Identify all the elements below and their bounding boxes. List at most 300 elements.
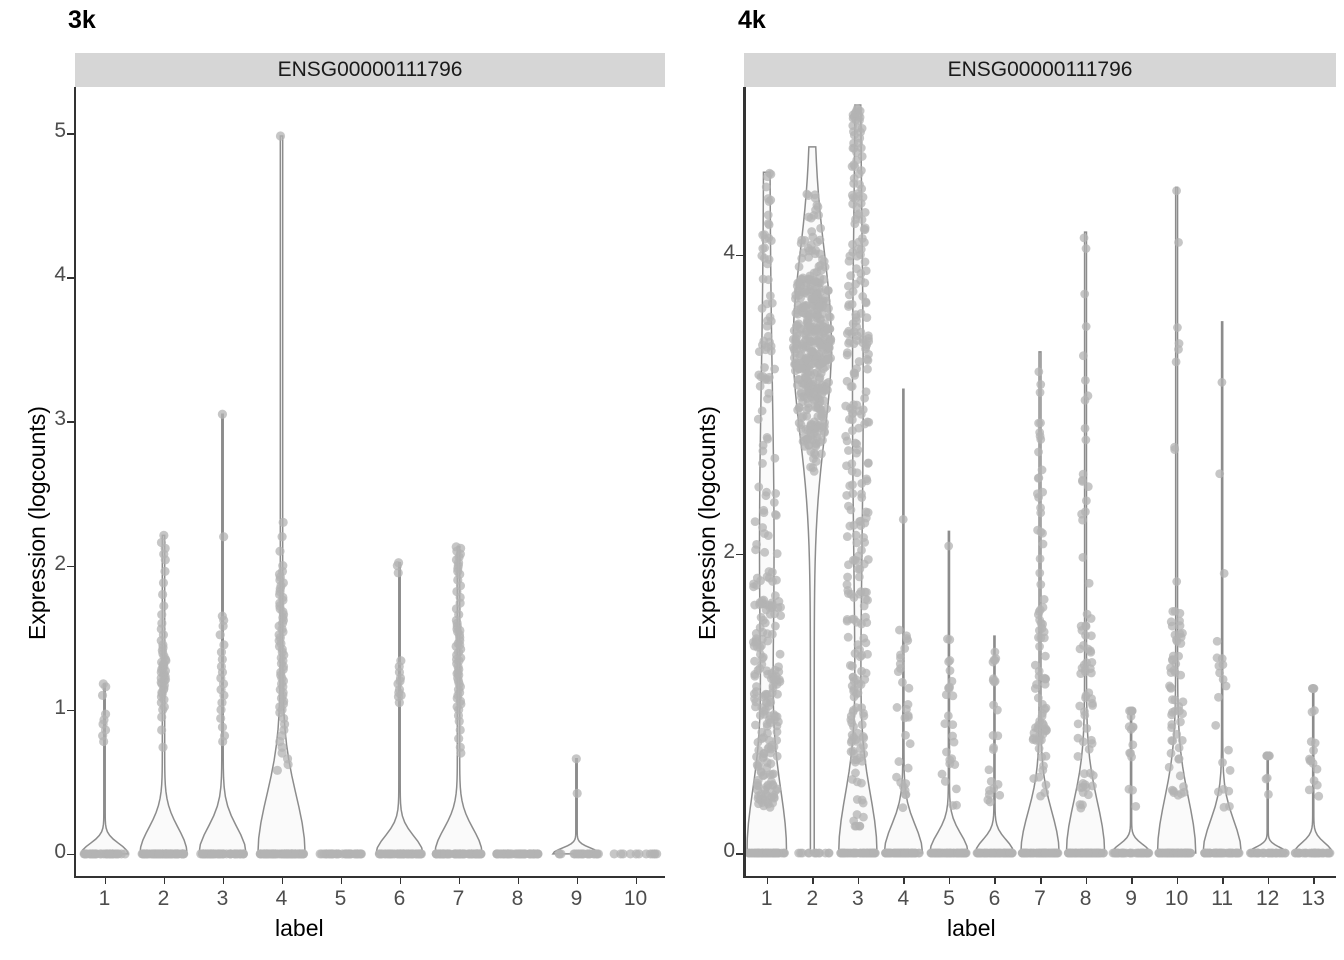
data-point — [948, 720, 957, 729]
data-point — [796, 324, 805, 333]
data-point — [856, 652, 865, 661]
data-point — [948, 732, 957, 741]
data-point — [1039, 540, 1048, 549]
data-point — [845, 522, 854, 531]
data-point — [815, 302, 824, 311]
x-tick-label: 6 — [393, 887, 406, 910]
data-point — [849, 706, 858, 715]
data-point — [1079, 737, 1088, 746]
data-point — [219, 532, 228, 541]
data-point — [799, 344, 808, 353]
facet-strip-label-3k: ENSG00000111796 — [277, 58, 463, 81]
data-point — [771, 849, 780, 858]
data-point — [455, 640, 464, 649]
data-point — [817, 412, 826, 421]
data-point — [1080, 849, 1089, 858]
x-tick-label: 13 — [1301, 887, 1325, 910]
y-tick-label: 0 — [54, 839, 66, 863]
violin-shape — [1249, 756, 1287, 853]
data-point — [855, 357, 864, 366]
data-point — [862, 638, 871, 647]
data-point — [825, 849, 834, 858]
data-point — [758, 459, 767, 468]
data-point — [1087, 614, 1096, 623]
data-point — [752, 687, 761, 696]
data-point — [1225, 802, 1234, 811]
data-point — [572, 754, 581, 763]
data-point — [756, 382, 765, 391]
data-point — [848, 426, 857, 435]
data-point — [751, 517, 760, 526]
x-tick-mark — [949, 877, 951, 884]
y-tick-label: 3 — [54, 407, 66, 431]
data-point — [770, 365, 779, 374]
x-tick-label: 1 — [760, 887, 773, 910]
data-point — [1080, 234, 1089, 243]
data-point — [1036, 388, 1045, 397]
data-point — [770, 498, 779, 507]
data-point — [861, 595, 870, 604]
data-point — [456, 743, 465, 752]
data-point — [902, 705, 911, 714]
data-point — [760, 548, 769, 557]
data-point — [806, 422, 815, 431]
data-point — [820, 396, 829, 405]
data-point — [1263, 774, 1272, 783]
facet-strip-label-4k: ENSG00000111796 — [947, 58, 1133, 81]
y-tick-mark — [67, 566, 74, 568]
data-point — [812, 336, 821, 345]
data-point — [857, 410, 866, 419]
data-point — [944, 657, 953, 666]
data-point — [82, 849, 91, 858]
data-point — [850, 849, 859, 858]
data-point — [975, 849, 984, 858]
data-point — [759, 337, 768, 346]
data-point — [864, 331, 873, 340]
x-tick-mark — [1131, 877, 1133, 884]
data-point — [989, 676, 998, 685]
data-point — [764, 389, 773, 398]
data-point — [773, 690, 782, 699]
data-point — [1042, 780, 1051, 789]
data-point — [1041, 849, 1050, 858]
data-point — [844, 327, 853, 336]
data-point — [944, 542, 953, 551]
data-point — [1079, 351, 1088, 360]
data-point — [857, 620, 866, 629]
data-point — [843, 436, 852, 445]
data-point — [1080, 290, 1089, 299]
violin-plot-3k — [75, 87, 665, 877]
data-point — [797, 239, 806, 248]
data-point — [1036, 554, 1045, 563]
y-tick-mark — [736, 853, 743, 855]
x-tick-mark — [341, 877, 343, 884]
data-point — [864, 459, 873, 468]
data-point — [825, 343, 834, 352]
x-tick-mark — [1177, 877, 1179, 884]
data-point — [846, 271, 855, 280]
data-point — [767, 236, 776, 245]
data-point — [929, 849, 938, 858]
y-axis-line-3k — [74, 87, 76, 877]
data-point — [995, 791, 1004, 800]
y-tick-label: 1 — [54, 695, 66, 719]
data-point — [862, 387, 871, 396]
data-point — [216, 630, 225, 639]
data-point — [1219, 785, 1228, 794]
data-point — [806, 310, 815, 319]
data-point — [815, 373, 824, 382]
data-point — [848, 662, 857, 671]
data-point — [949, 801, 958, 810]
data-point — [843, 573, 852, 582]
data-point — [1309, 746, 1318, 755]
data-point — [1037, 619, 1046, 628]
data-point — [816, 224, 825, 233]
data-point — [859, 750, 868, 759]
data-point — [943, 635, 952, 644]
data-point — [1078, 553, 1087, 562]
data-point — [1036, 508, 1045, 517]
y-tick-label: 5 — [54, 119, 66, 143]
x-tick-label: 11 — [1211, 887, 1234, 910]
data-point — [445, 849, 454, 858]
data-point — [1118, 849, 1127, 858]
data-point — [772, 576, 781, 585]
data-point — [771, 489, 780, 498]
data-point — [1218, 654, 1227, 663]
data-point — [760, 529, 769, 538]
data-point — [901, 786, 910, 795]
x-tick-label: 12 — [1256, 887, 1280, 910]
data-point — [765, 373, 774, 382]
data-point — [856, 328, 865, 337]
data-point — [1082, 322, 1091, 331]
data-point — [901, 731, 910, 740]
data-point — [1170, 666, 1179, 675]
data-point — [1224, 746, 1233, 755]
data-point — [1042, 727, 1051, 736]
data-point — [754, 415, 763, 424]
data-point — [1128, 740, 1137, 749]
x-tick-label: 5 — [943, 887, 955, 910]
data-point — [1039, 603, 1048, 612]
y-tick-label: 2 — [723, 539, 735, 563]
data-point — [750, 694, 759, 703]
data-point — [852, 316, 861, 325]
data-point — [1084, 391, 1093, 400]
data-point — [216, 714, 225, 723]
data-point — [159, 578, 168, 587]
data-point — [1034, 473, 1043, 482]
data-point — [862, 266, 871, 275]
data-point — [1311, 739, 1320, 748]
panel-title-4k: 4k — [738, 6, 766, 34]
data-point — [838, 849, 847, 858]
x-tick-mark — [223, 877, 225, 884]
data-point — [843, 532, 852, 541]
data-point — [1186, 849, 1195, 858]
data-point — [1039, 761, 1048, 770]
data-point — [1109, 849, 1118, 858]
data-point — [857, 703, 866, 712]
y-axis-label-4k: Expression (logcounts) — [694, 406, 720, 640]
data-point — [761, 796, 770, 805]
data-point — [850, 219, 859, 228]
data-point — [899, 515, 908, 524]
data-point — [1174, 755, 1183, 764]
data-point — [764, 275, 773, 284]
data-point — [765, 743, 774, 752]
data-point — [770, 454, 779, 463]
data-point — [1226, 766, 1235, 775]
data-point — [260, 849, 269, 858]
data-point — [861, 223, 870, 232]
x-tick-mark — [1040, 877, 1042, 884]
data-point — [989, 701, 998, 710]
data-point — [906, 739, 915, 748]
violin-shape — [1157, 187, 1195, 853]
data-point — [795, 375, 804, 384]
data-point — [863, 365, 872, 374]
data-point — [952, 785, 961, 794]
data-point — [1035, 428, 1044, 437]
data-point — [317, 849, 326, 858]
data-point — [848, 480, 857, 489]
data-point — [857, 779, 866, 788]
data-point — [808, 347, 817, 356]
data-point — [1035, 642, 1044, 651]
data-point — [105, 849, 114, 858]
x-tick-label: 4 — [897, 887, 910, 910]
data-point — [1214, 693, 1223, 702]
x-tick-mark — [518, 877, 520, 884]
data-point — [763, 435, 772, 444]
y-tick-label: 4 — [54, 263, 66, 287]
data-point — [1305, 785, 1314, 794]
data-point — [898, 803, 907, 812]
data-point — [800, 288, 809, 297]
data-point — [795, 262, 804, 271]
data-point — [1167, 710, 1176, 719]
data-point — [754, 483, 763, 492]
x-tick-label: 10 — [623, 887, 648, 910]
data-point — [157, 610, 166, 619]
x-tick-label: 9 — [1125, 887, 1137, 910]
x-tick-mark — [903, 877, 905, 884]
data-point — [120, 849, 129, 858]
data-point — [900, 713, 909, 722]
data-point — [794, 310, 803, 319]
data-point — [776, 650, 785, 659]
data-point — [1081, 376, 1090, 385]
data-point — [342, 849, 351, 858]
data-point — [849, 339, 858, 348]
data-point — [852, 401, 861, 410]
data-point — [1078, 783, 1087, 792]
data-point — [1081, 424, 1090, 433]
y-tick-mark — [67, 710, 74, 712]
data-point — [844, 560, 853, 569]
data-point — [759, 506, 768, 515]
x-tick-mark — [994, 877, 996, 884]
data-point — [1168, 786, 1177, 795]
data-point — [396, 656, 405, 665]
data-point — [160, 567, 169, 576]
data-point — [1041, 652, 1050, 661]
data-point — [985, 786, 994, 795]
data-point — [1211, 721, 1220, 730]
data-point — [1037, 753, 1046, 762]
data-point — [1218, 378, 1227, 387]
data-point — [805, 322, 814, 331]
data-point — [328, 849, 337, 858]
data-point — [754, 762, 763, 771]
data-point — [762, 690, 771, 699]
data-point — [1168, 737, 1177, 746]
data-point — [1036, 580, 1045, 589]
data-point — [802, 405, 811, 414]
data-point — [805, 367, 814, 376]
data-point — [860, 238, 869, 247]
data-point — [842, 491, 851, 500]
x-tick-mark — [282, 877, 284, 884]
violin-shape — [1203, 322, 1241, 853]
data-point — [209, 849, 218, 858]
data-point — [816, 261, 825, 270]
data-point — [852, 531, 861, 540]
data-point — [854, 139, 863, 148]
y-axis-label-3k: Expression (logcounts) — [24, 406, 50, 640]
data-point — [610, 849, 619, 858]
data-point — [159, 601, 168, 610]
data-point — [849, 179, 858, 188]
data-point — [1033, 849, 1042, 858]
data-point — [773, 549, 782, 558]
data-point — [769, 681, 778, 690]
data-point — [1018, 849, 1027, 858]
data-point — [900, 644, 909, 653]
data-point — [816, 236, 825, 245]
x-tick-mark — [577, 877, 579, 884]
data-point — [271, 849, 280, 858]
data-point — [848, 248, 857, 257]
data-point — [1167, 720, 1176, 729]
data-point — [797, 424, 806, 433]
x-tick-label: 10 — [1164, 887, 1189, 910]
data-point — [848, 382, 857, 391]
data-point — [1076, 669, 1085, 678]
data-point — [1081, 507, 1090, 516]
facet-strip-4k — [744, 53, 1336, 87]
data-point — [809, 211, 818, 220]
data-point — [769, 790, 778, 799]
data-point — [820, 422, 829, 431]
data-point — [1066, 849, 1075, 858]
data-point — [861, 258, 870, 267]
data-point — [452, 669, 461, 678]
data-point — [1213, 637, 1222, 646]
data-point — [1305, 849, 1314, 858]
data-point — [768, 630, 777, 639]
data-point — [762, 698, 771, 707]
data-point — [1201, 849, 1210, 858]
x-tick-label: 6 — [988, 887, 1001, 910]
data-point — [858, 720, 867, 729]
data-point — [1032, 680, 1041, 689]
data-point — [1125, 785, 1134, 794]
data-point — [843, 615, 852, 624]
data-point — [1172, 186, 1181, 195]
data-point — [1176, 639, 1185, 648]
data-point — [771, 510, 780, 519]
data-point — [1168, 695, 1177, 704]
data-point — [1172, 577, 1181, 586]
data-point — [769, 710, 778, 719]
data-point — [795, 403, 804, 412]
data-point — [845, 257, 854, 266]
data-point — [520, 849, 529, 858]
data-point — [855, 822, 864, 831]
data-point — [945, 684, 954, 693]
data-point — [1176, 609, 1185, 618]
x-tick-label: 3 — [852, 887, 864, 910]
data-point — [766, 313, 775, 322]
data-point — [1078, 477, 1087, 486]
data-point — [1167, 749, 1176, 758]
data-point — [805, 849, 814, 858]
data-point — [1264, 790, 1273, 799]
data-point — [791, 291, 800, 300]
data-point — [594, 849, 603, 858]
data-point — [758, 447, 767, 456]
data-point — [843, 580, 852, 589]
data-point — [994, 780, 1003, 789]
data-point — [806, 272, 815, 281]
data-point — [752, 540, 761, 549]
data-point — [824, 378, 833, 387]
data-point — [991, 648, 1000, 657]
data-point — [1176, 621, 1185, 630]
data-point — [158, 590, 167, 599]
data-point — [1215, 469, 1224, 478]
data-point — [198, 849, 207, 858]
data-point — [747, 849, 756, 858]
data-point — [1176, 718, 1185, 727]
data-point — [1174, 238, 1183, 247]
data-point — [864, 508, 873, 517]
plot-area-3k — [75, 87, 665, 877]
data-point — [810, 467, 819, 476]
data-point — [843, 348, 852, 357]
data-point — [555, 849, 564, 858]
data-point — [1082, 622, 1091, 631]
data-point — [1220, 569, 1229, 578]
data-point — [452, 655, 461, 664]
data-point — [858, 124, 867, 133]
data-point — [823, 325, 832, 334]
data-point — [1084, 790, 1093, 799]
data-point — [1165, 682, 1174, 691]
data-point — [891, 849, 900, 858]
data-point — [278, 561, 287, 570]
data-point — [101, 710, 110, 719]
y-tick-mark — [736, 255, 743, 257]
data-point — [1306, 756, 1315, 765]
data-point — [455, 626, 464, 635]
